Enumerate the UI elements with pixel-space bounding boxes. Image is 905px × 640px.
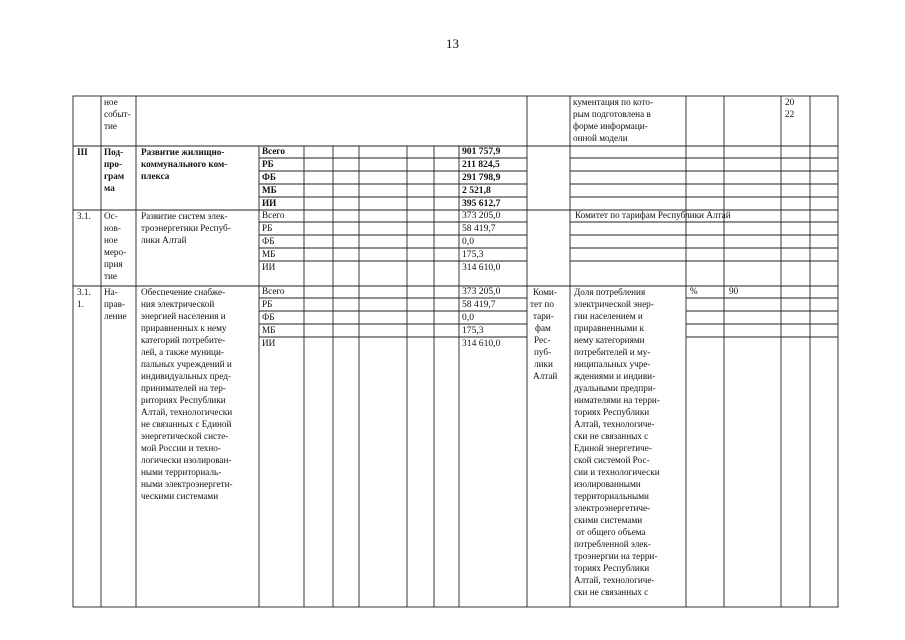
row-3-1-1-indicator-line: от общего объема [574,527,646,537]
row-3-1-1-name-line: мой России и техно- [141,443,221,453]
row-3-1-1-type-line-3: ление [104,311,127,321]
row-3-1-code: 3.1. [77,211,91,221]
row-3-1-1-name-line: не связанных с Единой [141,419,232,429]
row-3-1-source-rb: РБ [262,223,273,233]
row-3-1-1-name-line: пальных учреждений и [141,359,232,369]
row-3-1-1-name-line: лей, а также муници- [141,347,224,357]
row-3-1-1-name-line: приравненных к нему [141,323,227,333]
row-3-1-type-line-3: ное [104,235,118,245]
row-3-1-1-indicator-line: троэнергии на терри- [574,551,658,561]
row-3-1-1-name-line: ными территориаль- [141,467,222,477]
row-3-1-1-executor-line: фам [535,323,551,333]
row-III-type-line-4: ма [104,183,115,193]
row-3-1-1-value-mb: 175,3 [462,325,484,336]
row-3-1-value-ii: 314 610,0 [462,262,501,273]
row-III-type-line-1: Под- [104,147,124,157]
row-3-1-1-indicator-line: ториях Республики [574,563,650,573]
row-3-1-1-name-line: индивидуальных пред- [141,371,231,381]
row-3-1-1-source-ii: ИИ [262,338,276,348]
row-3-1-1-source-rb: РБ [262,299,273,309]
row-3-1-1-value-total: 373 205,0 [462,286,501,297]
row-III-source-total: Всего [262,146,285,156]
row-3-1-1-source-fb: ФБ [262,312,275,322]
row-3-1-1-name-line: Обеспечение снабже- [141,287,226,297]
row-3-1-source-mb: МБ [262,249,276,259]
row-III-source-rb: РБ [262,159,274,169]
row-3-1-1-indicator-line: ской системой Рос- [574,455,650,465]
row-3-1-1-executor-line: тет по [530,299,554,309]
row-3-1-1-value-rb: 58 419,7 [462,299,496,310]
row-3-1-1-indicator-line: ски не связанных с [574,587,649,597]
row-III-type-line-3: грам [104,171,125,181]
row-3-1-1-indicator-line: нимателями на терри- [574,395,660,405]
row-III-value-mb: 2 521,8 [462,185,491,196]
row-3-1-1-indicator-line: изолированными [574,479,641,489]
row-3-1-1-indicator-line: нему категориями [574,335,645,345]
row-3-1-1-target: 90 [729,286,739,296]
row-3-1-1-indicator-line: электрической энер- [574,299,654,309]
row-3-1-type-line-5: прия [104,259,123,269]
row-III-value-fb: 291 798,9 [462,172,501,183]
row-III-name-line-2: коммунального ком- [141,159,228,169]
row-3-1-1-type-line-1: На- [104,287,118,297]
row-3-1-name-line-2: троэнергетики Респуб- [141,223,231,233]
row-III-code: III [77,147,88,157]
row-3-1-1-indicator-line: Доля потребления [574,287,646,297]
row-3-1-1-source-mb: МБ [262,325,276,335]
row-3-1-1-name-line: ческими системами [141,491,219,501]
row-III-source-ii: ИИ [262,198,277,208]
row-3-1-1-name-line: Алтай, технологически [141,407,233,417]
top-block-year-line-2: 22 [785,109,795,119]
row-3-1-1-name-line: логически изолирован- [141,455,232,465]
row-3-1-name-line-1: Развитие систем элек- [141,211,228,221]
row-3-1-type-line-2: нов- [104,223,121,233]
row-3-1-1-indicator-line: Алтай, технологиче- [574,575,655,585]
row-3-1-1-indicator-line: ски не связанных с [574,431,649,441]
row-3-1-1-indicator-line: ждениями и индиви- [574,371,656,381]
row-3-1-1-indicator-line: потребленной элек- [574,539,651,549]
row-3-1-source-total: Всего [262,210,285,220]
row-3-1-executor: Комитет по тарифам Республики Алтай [575,210,731,220]
row-3-1-1-name-line: ными электроэнергети- [141,479,233,489]
row-3-1-1-unit: % [690,286,698,296]
row-3-1-1-value-fb: 0,0 [462,312,474,323]
top-block-year-line-1: 20 [785,97,795,107]
row-3-1-1-indicator-line: потребителей и му- [574,347,651,357]
row-3-1-1-executor-line: Коми- [533,287,557,297]
row-3-1-1-executor-line: тари- [533,311,554,321]
row-3-1-1-indicator-line: приравненными к [574,323,644,333]
row-3-1-1-executor-line: лики [534,359,553,369]
row-III-value-rb: 211 824,5 [462,159,500,170]
top-block-col2-line-1: ное [104,97,118,107]
row-3-1-value-total: 373 205,0 [462,210,501,221]
row-3-1-1-name-line: энергией населения и [141,311,226,321]
row-3-1-value-fb: 0,0 [462,236,474,247]
row-3-1-value-mb: 175,3 [462,249,484,260]
row-3-1-1-name-line: энергетической систе- [141,431,229,441]
top-block-col2-line-2: событ- [104,109,131,119]
row-3-1-1-indicator-line: дуальными предпри- [574,383,656,393]
row-3-1-type-line-4: меро- [104,247,127,257]
row-3-1-1-indicator-line: территориальными [574,491,649,501]
row-3-1-1-indicator-line: сии и технологически [574,467,660,477]
top-block-doc-line-3: форме информаци- [573,121,648,131]
page-number: 13 [446,36,459,51]
top-block-col2-line-3: тие [104,121,118,131]
row-III-source-mb: МБ [262,185,277,195]
row-3-1-1-value-ii: 314 610,0 [462,338,501,349]
row-3-1-1-type-line-2: прав- [104,299,125,309]
row-3-1-type-line-6: тие [104,271,118,281]
row-3-1-source-fb: ФБ [262,236,275,246]
row-3-1-name-line-3: лики Алтай [141,235,187,245]
row-III-type-line-2: про- [104,159,123,169]
row-3-1-1-indicator-line: Алтай, технологиче- [574,419,655,429]
row-III-value-total: 901 757,9 [462,146,501,157]
row-3-1-1-code-line-1: 3.1. [77,287,91,297]
row-3-1-1-indicator-line: скими системами [574,515,643,525]
row-3-1-1-indicator-line: электроэнергетиче- [574,503,651,513]
row-3-1-1-indicator-line: Единой энергетиче- [574,443,652,453]
row-3-1-type-line-1: Ос- [104,211,118,221]
row-3-1-1-name-line: риториях Республики [141,395,226,405]
row-3-1-value-rb: 58 419,7 [462,223,496,234]
row-3-1-1-code-line-2: 1. [77,299,84,309]
top-block-doc-line-1: кументация по кото- [573,97,653,107]
row-3-1-1-indicator-line: ниципальных учре- [574,359,651,369]
row-3-1-1-name-line: ния электрической [141,299,215,309]
row-3-1-1-indicator-line: ториях Республики [574,407,650,417]
row-3-1-1-indicator-line: гии населением и [574,311,643,321]
top-block-doc-line-4: онной модели [573,133,628,143]
row-3-1-1-executor-line: Алтай [533,371,558,381]
row-3-1-1-name-line: категорий потребите- [141,335,226,345]
row-III-source-fb: ФБ [262,172,276,182]
row-3-1-source-ii: ИИ [262,262,276,272]
row-III-name-line-1: Развитие жилищно- [141,147,225,157]
top-block-doc-line-2: рым подготовлена в [573,109,651,119]
row-3-1-1-source-total: Всего [262,286,285,296]
row-III-value-ii: 395 612,7 [462,198,501,209]
row-3-1-1-executor-line: Рес- [534,335,551,345]
row-3-1-1-executor-line: пуб- [534,347,552,357]
row-III-name-line-3: плекса [141,171,170,181]
row-3-1-1-name-line: принимателей на тер- [141,383,226,393]
